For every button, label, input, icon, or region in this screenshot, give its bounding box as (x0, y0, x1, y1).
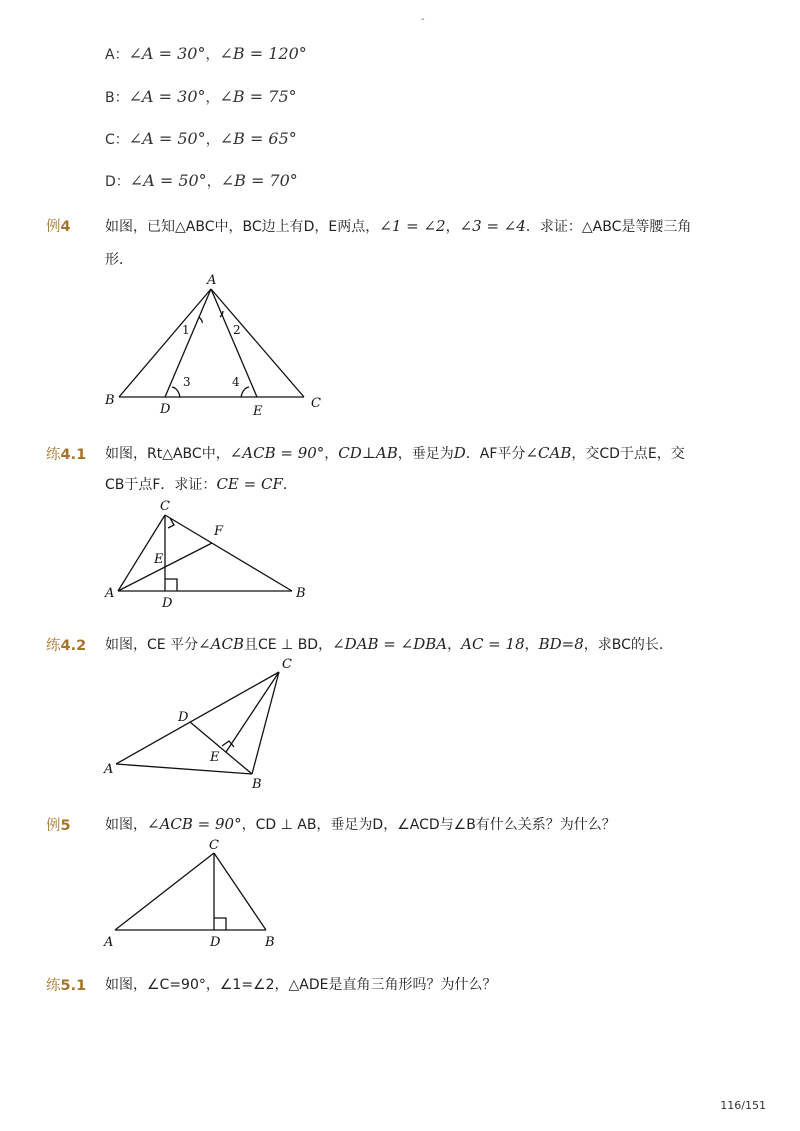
example-4-triangle (119, 289, 304, 397)
ex4-angle-1: 1 (182, 323, 190, 337)
p41-point-f: F (214, 524, 224, 539)
practice-4-1-math-4: ∠CAB (525, 444, 572, 462)
example-4-figure (96, 270, 336, 418)
practice-4-1-math-1: ∠ACB = 90° (229, 444, 325, 462)
ex4-angle-3: 3 (183, 375, 191, 389)
practice-4-1-text-line1 (105, 443, 685, 463)
practice-4-2-math-2: ∠DAB = ∠DBA (332, 635, 448, 653)
example-4-label (46, 215, 71, 236)
practice-4-2-text-a: 如图，CE 平分 (105, 637, 199, 653)
example-4-math-2: ∠3 = ∠4 (459, 217, 526, 235)
practice-4-2-text-d: ， (524, 637, 539, 653)
example-5-triangle (115, 853, 266, 930)
example-4-text-b: ， (445, 219, 460, 235)
practice-4-2-math-4: BD=8 (538, 635, 584, 653)
option-d-label: D： (105, 174, 130, 190)
example-4-math-1: ∠1 = ∠2 (379, 217, 446, 235)
practice-4-1-math-3: D (453, 444, 466, 462)
p41-point-d: D (162, 596, 173, 611)
ex4-point-a: A (207, 273, 217, 288)
example-4-text-line1 (105, 216, 691, 236)
option-a-label: A： (105, 47, 129, 63)
ex5-point-b: B (265, 935, 275, 950)
example-5-number: 5 (60, 818, 71, 834)
example-4-text-line2: 形． (105, 252, 133, 268)
option-c-angle-b: ∠B = 65° (219, 129, 297, 148)
header-mark: - (421, 14, 425, 25)
p42-point-d: D (178, 710, 189, 725)
option-b-angle-a: ∠A = 30° (128, 87, 206, 106)
practice-4-1-text-line2 (105, 474, 297, 494)
option-b-label: B： (105, 90, 129, 106)
practice-5-1-text-line1: 如图，∠C=90°，∠1=∠2，△ADE是直角三角形吗？为什么？ (105, 977, 497, 993)
practice-5-1-prefix: 练 (46, 978, 61, 994)
practice-5-1-label (46, 974, 86, 995)
practice-4-2-text-b: 且CE ⊥ BD， (243, 637, 333, 653)
example-5-math-1: ∠ACB = 90° (147, 815, 242, 833)
ex5-point-d: D (210, 935, 221, 950)
practice-4-1-text-e: ，交CD于点E，交 (571, 446, 685, 462)
ex4-angle-4: 4 (232, 375, 240, 389)
option-d[interactable] (105, 171, 298, 191)
ex4-angle-2: 2 (233, 323, 241, 337)
p41-point-c: C (160, 499, 170, 514)
practice-4-1-text-c: ，垂足为 (397, 446, 454, 462)
practice-4-2-number: 4.2 (60, 638, 87, 654)
practice-4-1-text-f: CB于点F．求证： (105, 477, 217, 493)
option-a[interactable] (105, 44, 307, 64)
practice-4-1-number: 4.1 (60, 447, 87, 463)
option-a-angle-b: ∠B = 120° (219, 44, 307, 63)
practice-4-1-label (46, 443, 86, 464)
example-5-text-a: 如图， (105, 817, 147, 833)
p41-point-b: B (296, 586, 306, 601)
p42-point-a: A (104, 762, 114, 777)
option-c[interactable] (105, 129, 297, 149)
option-c-label: C： (105, 132, 129, 148)
example-4-number: 4 (60, 219, 71, 235)
option-a-angle-a: ∠A = 30° (128, 44, 206, 63)
practice-4-2-triangle (116, 672, 279, 774)
example-5-figure (96, 834, 296, 954)
practice-4-1-math-5: CE = CF (216, 475, 283, 493)
p42-point-e: E (210, 750, 220, 765)
p41-point-e: E (154, 552, 164, 567)
example-4-prefix: 例 (46, 219, 61, 235)
ex4-point-c: C (311, 396, 321, 411)
practice-4-1-text-g: ． (282, 477, 297, 493)
ex4-point-e: E (253, 404, 263, 418)
option-b-sep: ， (205, 90, 220, 106)
option-b[interactable] (105, 87, 297, 107)
example-4-text-c: ．求证：△ABC是等腰三角 (525, 219, 692, 235)
example-4-text-a: 如图，已知△ABC中，BC边上有D，E两点， (105, 219, 380, 235)
ex4-point-d: D (160, 402, 171, 417)
practice-4-1-figure (96, 495, 316, 613)
practice-4-2-prefix: 练 (46, 638, 61, 654)
option-d-sep: ， (206, 174, 221, 190)
practice-4-2-text-line1 (105, 634, 673, 654)
option-d-angle-a: ∠A = 50° (129, 171, 207, 190)
practice-4-2-label (46, 634, 86, 655)
example-5-label (46, 814, 71, 835)
p42-point-c: C (282, 657, 292, 672)
practice-4-2-figure (96, 652, 306, 792)
practice-4-2-text-e: ，求BC的长． (583, 637, 673, 653)
practice-4-2-math-3: AC = 18 (461, 635, 525, 653)
option-c-sep: ， (205, 132, 220, 148)
practice-4-1-prefix: 练 (46, 447, 61, 463)
page-number: 116/151 (720, 1099, 766, 1112)
practice-5-1-number: 5.1 (60, 978, 87, 994)
practice-4-2-text-c: ， (447, 637, 462, 653)
p41-point-a: A (105, 586, 115, 601)
example-5-text-b: ，CD ⊥ AB，垂足为D，∠ACD与∠B有什么关系？为什么？ (241, 817, 616, 833)
example-5-text-line1 (105, 814, 616, 834)
practice-4-1-text-d: ．AF平分 (465, 446, 526, 462)
option-a-sep: ， (205, 47, 220, 63)
practice-4-1-math-2: CD⊥AB (338, 444, 398, 462)
practice-4-1-triangle (118, 515, 292, 591)
ex4-point-b: B (105, 393, 115, 408)
ex5-point-c: C (209, 838, 219, 853)
option-c-angle-a: ∠A = 50° (128, 129, 206, 148)
practice-4-2-math-1: ∠ACB (198, 635, 244, 653)
option-d-angle-b: ∠B = 70° (220, 171, 298, 190)
p42-point-b: B (252, 777, 262, 792)
practice-4-1-text-a: 如图，Rt△ABC中， (105, 446, 230, 462)
ex5-point-a: A (104, 935, 114, 950)
example-5-prefix: 例 (46, 818, 61, 834)
practice-4-1-text-b: ， (324, 446, 339, 462)
option-b-angle-b: ∠B = 75° (219, 87, 297, 106)
